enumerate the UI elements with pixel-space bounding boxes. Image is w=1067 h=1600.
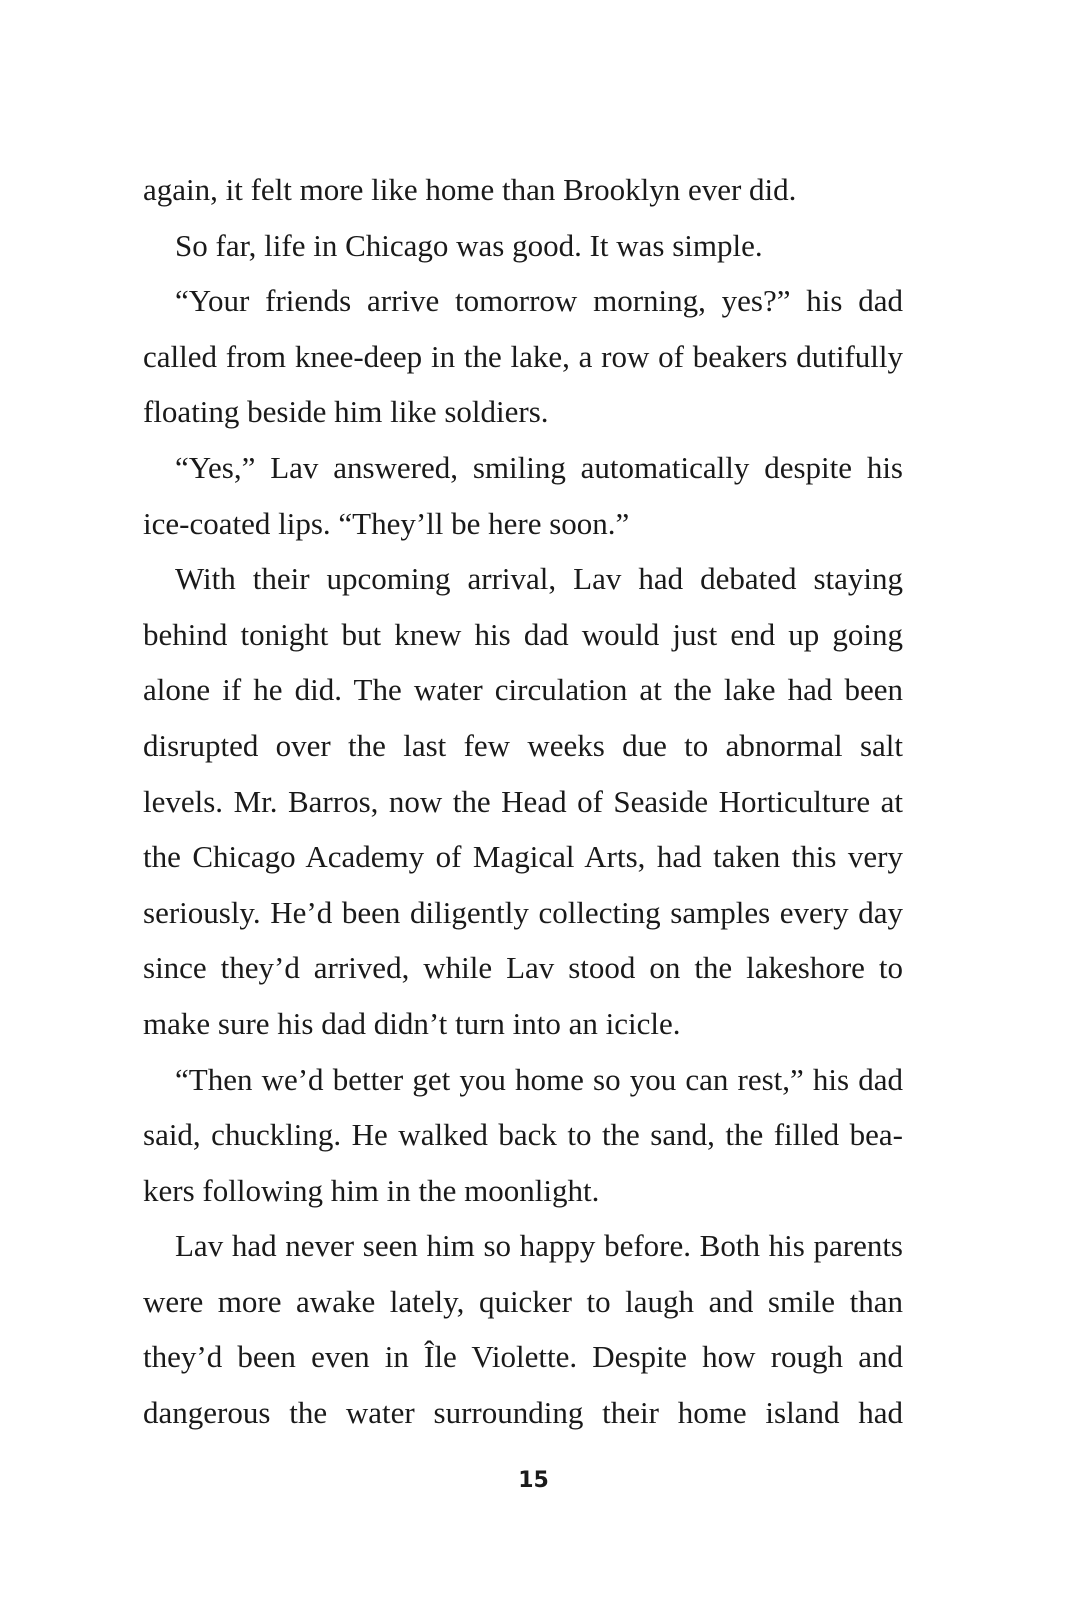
paragraph-4: “Yes,” Lav answered, smiling automatically despite his ice-coated lips. “They’ll be here soon.” bbox=[143, 449, 903, 541]
paragraph-3: “Your friends arrive tomorrow morning, yes?” his dad called from knee-deep in the lake, a row of beakers dutifully floating beside him like soldiers. bbox=[143, 283, 903, 430]
paragraph-7: Lav had never seen him so happy before. Both his parents were more awake lately, quicker to laugh and smile than they’d been even in Île Violette. Despite how rough and dangerous the water surrounding their home island had bbox=[143, 1228, 903, 1431]
body-text bbox=[143, 162, 903, 1441]
page-number: 15 bbox=[518, 1468, 549, 1493]
paragraph-2: So far, life in Chicago was good. It was simple. bbox=[175, 227, 763, 263]
paragraph-6: “Then we’d better get you home so you can rest,” his dad said, chuckling. He walked back to the sand, the filled beakers following him in the moonlight. bbox=[143, 1061, 903, 1208]
paragraph-1: again, it felt more like home than Brooklyn ever did. bbox=[143, 172, 797, 207]
paragraph-5: With their upcoming arrival, Lav had debated staying behind tonight but knew his dad would just end up going alone if he did. The water circulation at the lake had been disrupted over the last few weeks due to abnormal salt levels. Mr. Barros, now the Head of Seaside Horticulture at the Chicago Academy of Magical Arts, had taken this very seriously. He’d been diligently collecting samples every day since they’d arrived, while Lav stood on the lakeshore to make sure his dad didn’t turn into an icicle. bbox=[143, 561, 903, 1041]
